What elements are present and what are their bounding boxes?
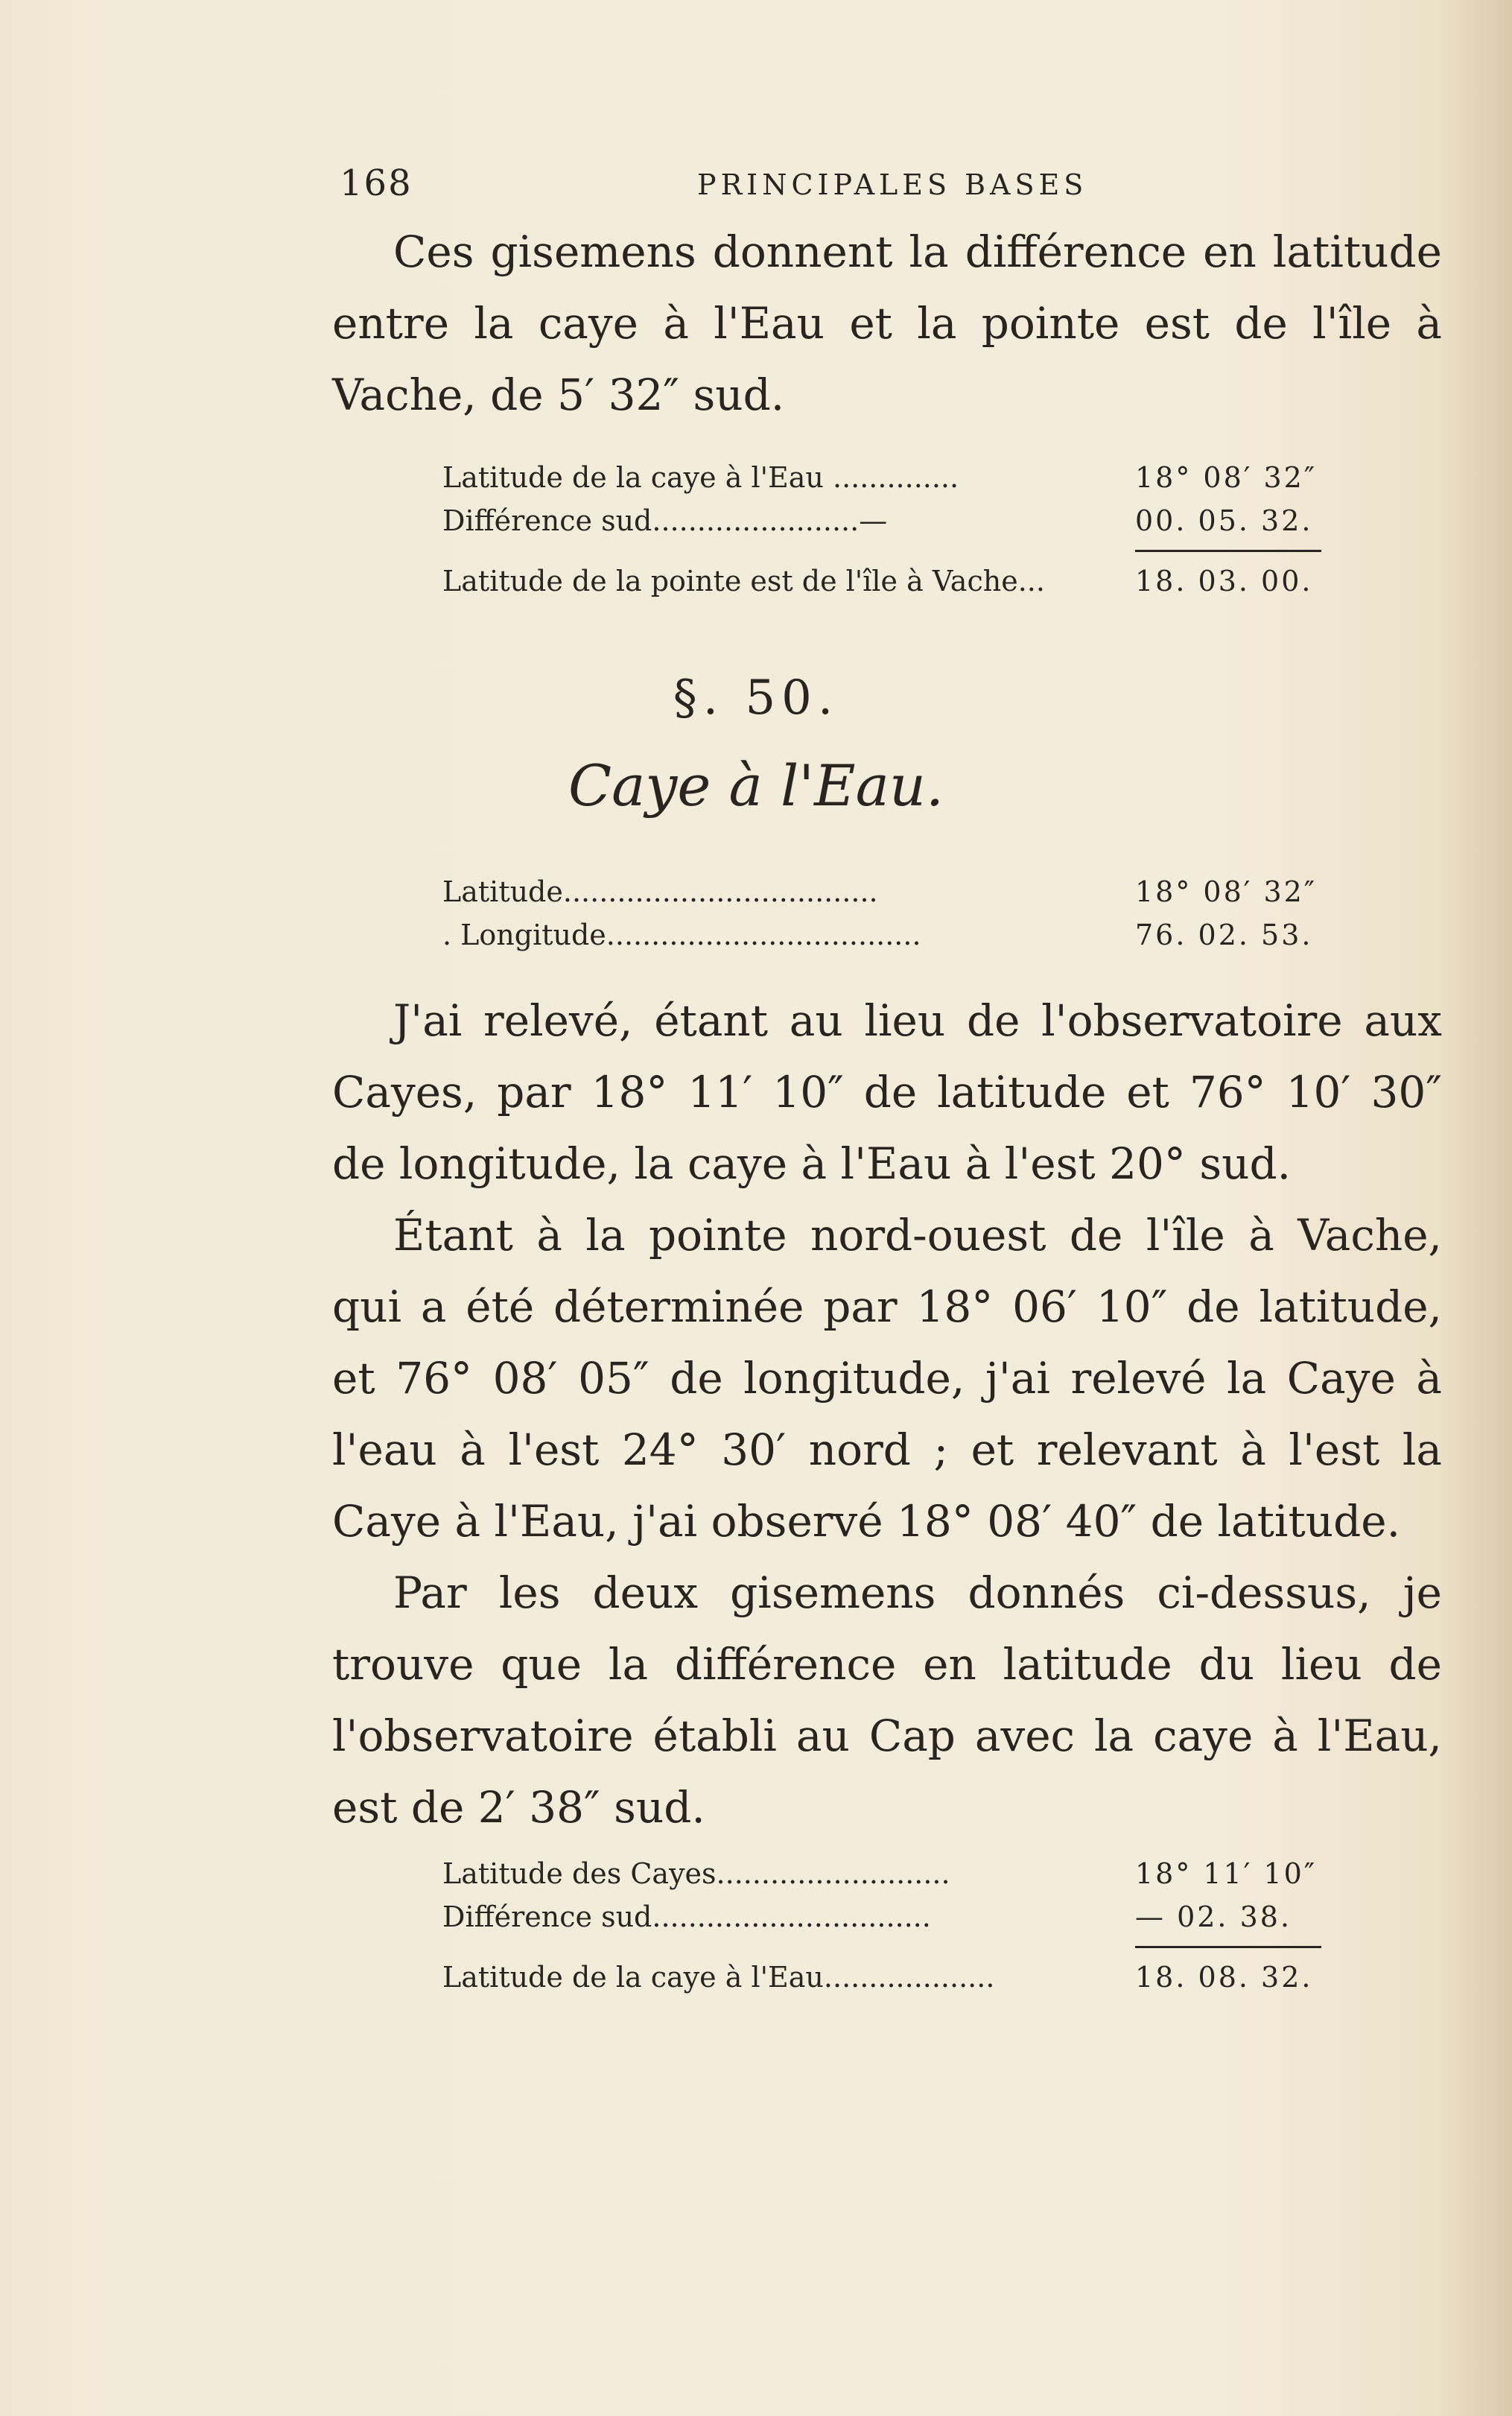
paragraph-3 xyxy=(332,1199,1442,1557)
paragraph-1 xyxy=(332,216,1442,431)
table-row xyxy=(442,456,1321,499)
table-row xyxy=(442,1852,1321,1895)
table-row xyxy=(442,559,1321,603)
paragraph-text: Ces gisemens donnent la différence en latitude entre la caye à l'Eau et la pointe est de l'île à Vache, de 5′ 32″ sud. xyxy=(332,226,1442,420)
row-value: 18. 03. 00. xyxy=(1135,565,1313,597)
page-number: 168 xyxy=(340,162,413,204)
row-value: — 02. 38. xyxy=(1135,1900,1292,1933)
sum-rule xyxy=(1135,1946,1321,1948)
row-value: 00. 05. 32. xyxy=(1135,504,1313,537)
row-label: Latitude................................... xyxy=(442,875,878,908)
row-label: Latitude de la caye à l'Eau................... xyxy=(442,1961,995,1994)
latitude-table-1 xyxy=(442,456,1321,603)
row-value: 18° 11′ 10″ xyxy=(1135,1857,1318,1890)
row-value: 76. 02. 53. xyxy=(1135,919,1313,951)
row-label: Latitude des Cayes.......................... xyxy=(442,1857,950,1890)
row-label: . Longitude................................... xyxy=(442,919,921,951)
page-header xyxy=(340,162,1442,207)
row-label: Différence sud............................... xyxy=(442,1900,931,1933)
row-label: Latitude de la caye à l'Eau .............. xyxy=(442,461,959,494)
paragraph-text: J'ai relevé, étant au lieu de l'observatoire aux Cayes, par 18° 11′ 10″ de latitude et 76° 10′ 30″ de longitude, la caye à l'Eau à l'est 20° sud. xyxy=(332,995,1442,1189)
latitude-table-2 xyxy=(442,1852,1321,1999)
row-value: 18° 08′ 32″ xyxy=(1135,461,1318,494)
paragraph-text: Par les deux gisemens donnés ci-dessus, je trouve que la différence en latitude du lieu de l'observatoire établi au Cap avec la caye à l'Eau, est de 2′ 38″ sud. xyxy=(332,1567,1442,1833)
table-row xyxy=(442,870,1321,913)
running-head: PRINCIPALES BASES xyxy=(697,168,1088,201)
table-row xyxy=(442,1956,1321,1999)
row-value: 18° 08′ 32″ xyxy=(1135,875,1318,908)
row-label: Différence sud.......................— xyxy=(442,504,888,537)
paragraph-2 xyxy=(332,985,1442,1199)
paragraph-text: Étant à la pointe nord-ouest de l'île à Vache, qui a été déterminée par 18° 06′ 10″ de latitude, et 76° 08′ 05″ de longitude, j'ai relevé la Caye à l'eau à l'est 24° 30′ nord ; et relevant à l'est la Caye à l'Eau, j'ai observé 18° 08′ 40″ de latitude. xyxy=(332,1210,1442,1547)
coordinates-table xyxy=(442,870,1321,957)
row-label: Latitude de la pointe est de l'île à Vache... xyxy=(442,565,1045,597)
table-row xyxy=(442,1895,1321,1938)
sum-rule xyxy=(1135,550,1321,552)
section-title: Caye à l'Eau. xyxy=(568,752,944,819)
paragraph-4 xyxy=(332,1557,1442,1843)
table-row xyxy=(442,499,1321,542)
section-number: §. 50. xyxy=(673,670,839,726)
table-row xyxy=(442,913,1321,957)
row-value: 18. 08. 32. xyxy=(1135,1961,1313,1994)
